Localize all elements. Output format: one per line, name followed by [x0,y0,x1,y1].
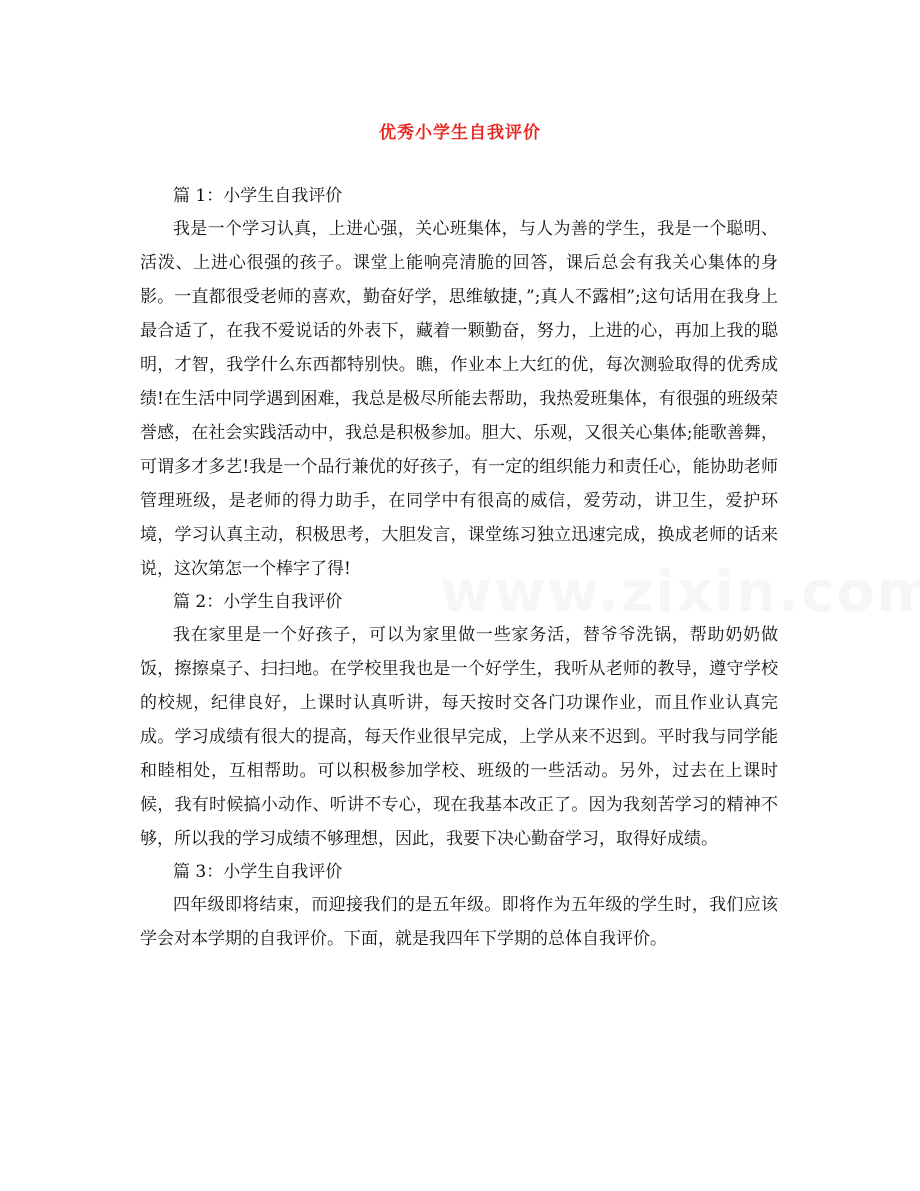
section-heading: 篇 1：小学生自我评价 [173,186,343,206]
section-heading: 篇 2：小学生自我评价 [173,592,343,612]
document-title: 优秀小学生自我评价 [379,123,541,143]
section-heading: 篇 3：小学生自我评价 [173,862,343,882]
section-paragraph: 四年级即将结束，而迎接我们的是五年级。即将作为五年级的学生时，我们应该学会对本学期的自我评价。下面，就是我四年下学期的总体自我评价。 [140,895,778,949]
document-body [140,180,778,956]
section-paragraph: 我是一个学习认真，上进心强，关心班集体，与人为善的学生，我是一个聪明、活泼、上进心很强的孩子。课堂上能响亮清脆的回答，课后总会有我关心集体的身影。一直都很受老师的喜欢，勤奋好学，思维敏捷，”;真人不露相”;这句话用在我身上最合适了，在我不爱说话的外表下，藏着一颗勤奋，努力，上进的心，再加上我的聪明，才智，我学什么东西都特别快。瞧，作业本上大红的优，每次测验取得的优秀成绩!在生活中同学遇到困难，我总是极尽所能去帮助，我热爱班集体，有很强的班级荣誉感，在社会实践活动中，我总是积极参加。胆大、乐观，又很关心集体;能歌善舞，可谓多才多艺!我是一个品行兼优的好孩子，有一定的组织能力和责任心，能协助老师管理班级，是老师的得力助手，在同学中有很高的威信，爱劳动，讲卫生，爱护环境，学习认真主动，积极思考，大胆发言，课堂练习独立迅速完成，换成老师的话来说，这次第怎一个棒字了得! [140,219,778,579]
section-paragraph: 我在家里是一个好孩子，可以为家里做一些家务活，替爷爷洗锅，帮助奶奶做饭，擦擦桌子、扫扫地。在学校里我也是一个好学生，我听从老师的教导，遵守学校的校规，纪律良好，上课时认真听讲，每天按时交各门功课作业，而且作业认真完成。学习成绩有很大的提高，每天作业很早完成，上学从来不迟到。平时我与同学能和睦相处，互相帮助。可以积极参加学校、班级的一些活动。另外，过去在上课时候，我有时候搞小动作、听讲不专心，现在我基本改正了。因为我刻苦学习的精神不够，所以我的学习成绩不够理想，因此，我要下决心勤奋学习，取得好成绩。 [140,625,778,849]
